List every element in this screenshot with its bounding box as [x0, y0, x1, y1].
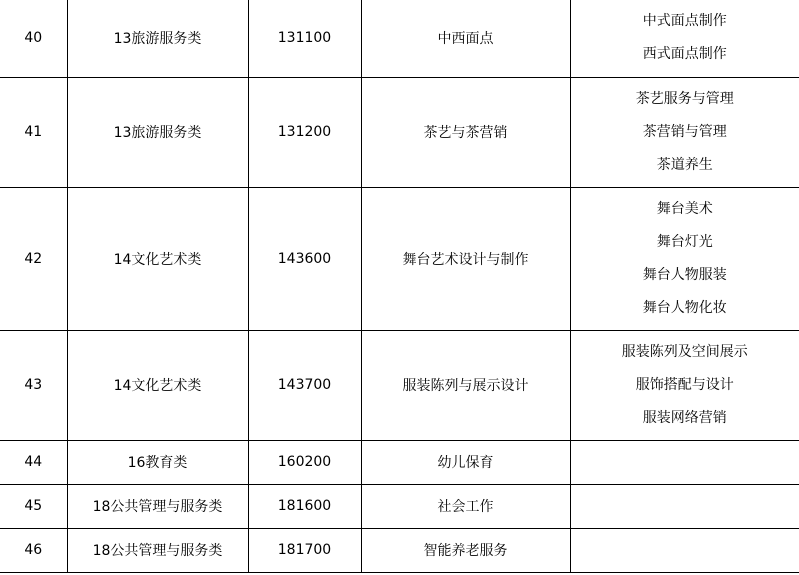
directions-cell [570, 77, 799, 187]
direction-item: 西式面点制作 [642, 46, 727, 63]
row-index: 40 [0, 0, 67, 77]
category-cell: 18公共管理与服务类 [67, 484, 248, 528]
direction-item: 茶艺服务与管理 [635, 90, 734, 107]
code-cell: 143700 [248, 330, 361, 440]
category-cell: 14文化艺术类 [67, 187, 248, 330]
code-cell: 160200 [248, 440, 361, 484]
category-cell: 13旅游服务类 [67, 77, 248, 187]
category-cell: 18公共管理与服务类 [67, 528, 248, 572]
row-index: 44 [0, 440, 67, 484]
category-cell: 16教育类 [67, 440, 248, 484]
direction-item: 茶道养生 [656, 156, 713, 173]
direction-item: 服饰搭配与设计 [635, 376, 734, 393]
major-cell: 社会工作 [361, 484, 570, 528]
major-cell: 幼儿保育 [361, 440, 570, 484]
direction-item: 服装陈列及空间展示 [621, 343, 748, 360]
directions-cell [570, 330, 799, 440]
direction-item: 舞台美术 [656, 200, 713, 217]
category-cell: 13旅游服务类 [67, 0, 248, 77]
directions-cell [570, 528, 799, 572]
category-cell: 14文化艺术类 [67, 330, 248, 440]
directions-cell [570, 484, 799, 528]
code-cell: 131100 [248, 0, 361, 77]
table-row [0, 187, 799, 330]
direction-item: 中式面点制作 [642, 13, 727, 30]
direction-item: 舞台人物化妆 [642, 299, 727, 316]
table-row [0, 484, 799, 528]
code-cell: 181600 [248, 484, 361, 528]
row-index: 43 [0, 330, 67, 440]
directions-cell [570, 0, 799, 77]
table-row [0, 330, 799, 440]
direction-item: 舞台人物服装 [642, 266, 727, 283]
directions-cell [570, 440, 799, 484]
table-row [0, 440, 799, 484]
major-cell: 智能养老服务 [361, 528, 570, 572]
direction-item: 服装网络营销 [642, 409, 727, 426]
table-row [0, 77, 799, 187]
major-cell: 茶艺与茶营销 [361, 77, 570, 187]
directions-cell [570, 187, 799, 330]
row-index: 46 [0, 528, 67, 572]
row-index: 42 [0, 187, 67, 330]
direction-item: 茶营销与管理 [642, 123, 727, 140]
code-cell: 181700 [248, 528, 361, 572]
table-row [0, 528, 799, 572]
major-cell: 中西面点 [361, 0, 570, 77]
row-index: 45 [0, 484, 67, 528]
table-row [0, 0, 799, 77]
major-cell: 服装陈列与展示设计 [361, 330, 570, 440]
direction-item: 舞台灯光 [656, 233, 713, 250]
code-cell: 143600 [248, 187, 361, 330]
code-cell: 131200 [248, 77, 361, 187]
major-cell: 舞台艺术设计与制作 [361, 187, 570, 330]
row-index: 41 [0, 77, 67, 187]
